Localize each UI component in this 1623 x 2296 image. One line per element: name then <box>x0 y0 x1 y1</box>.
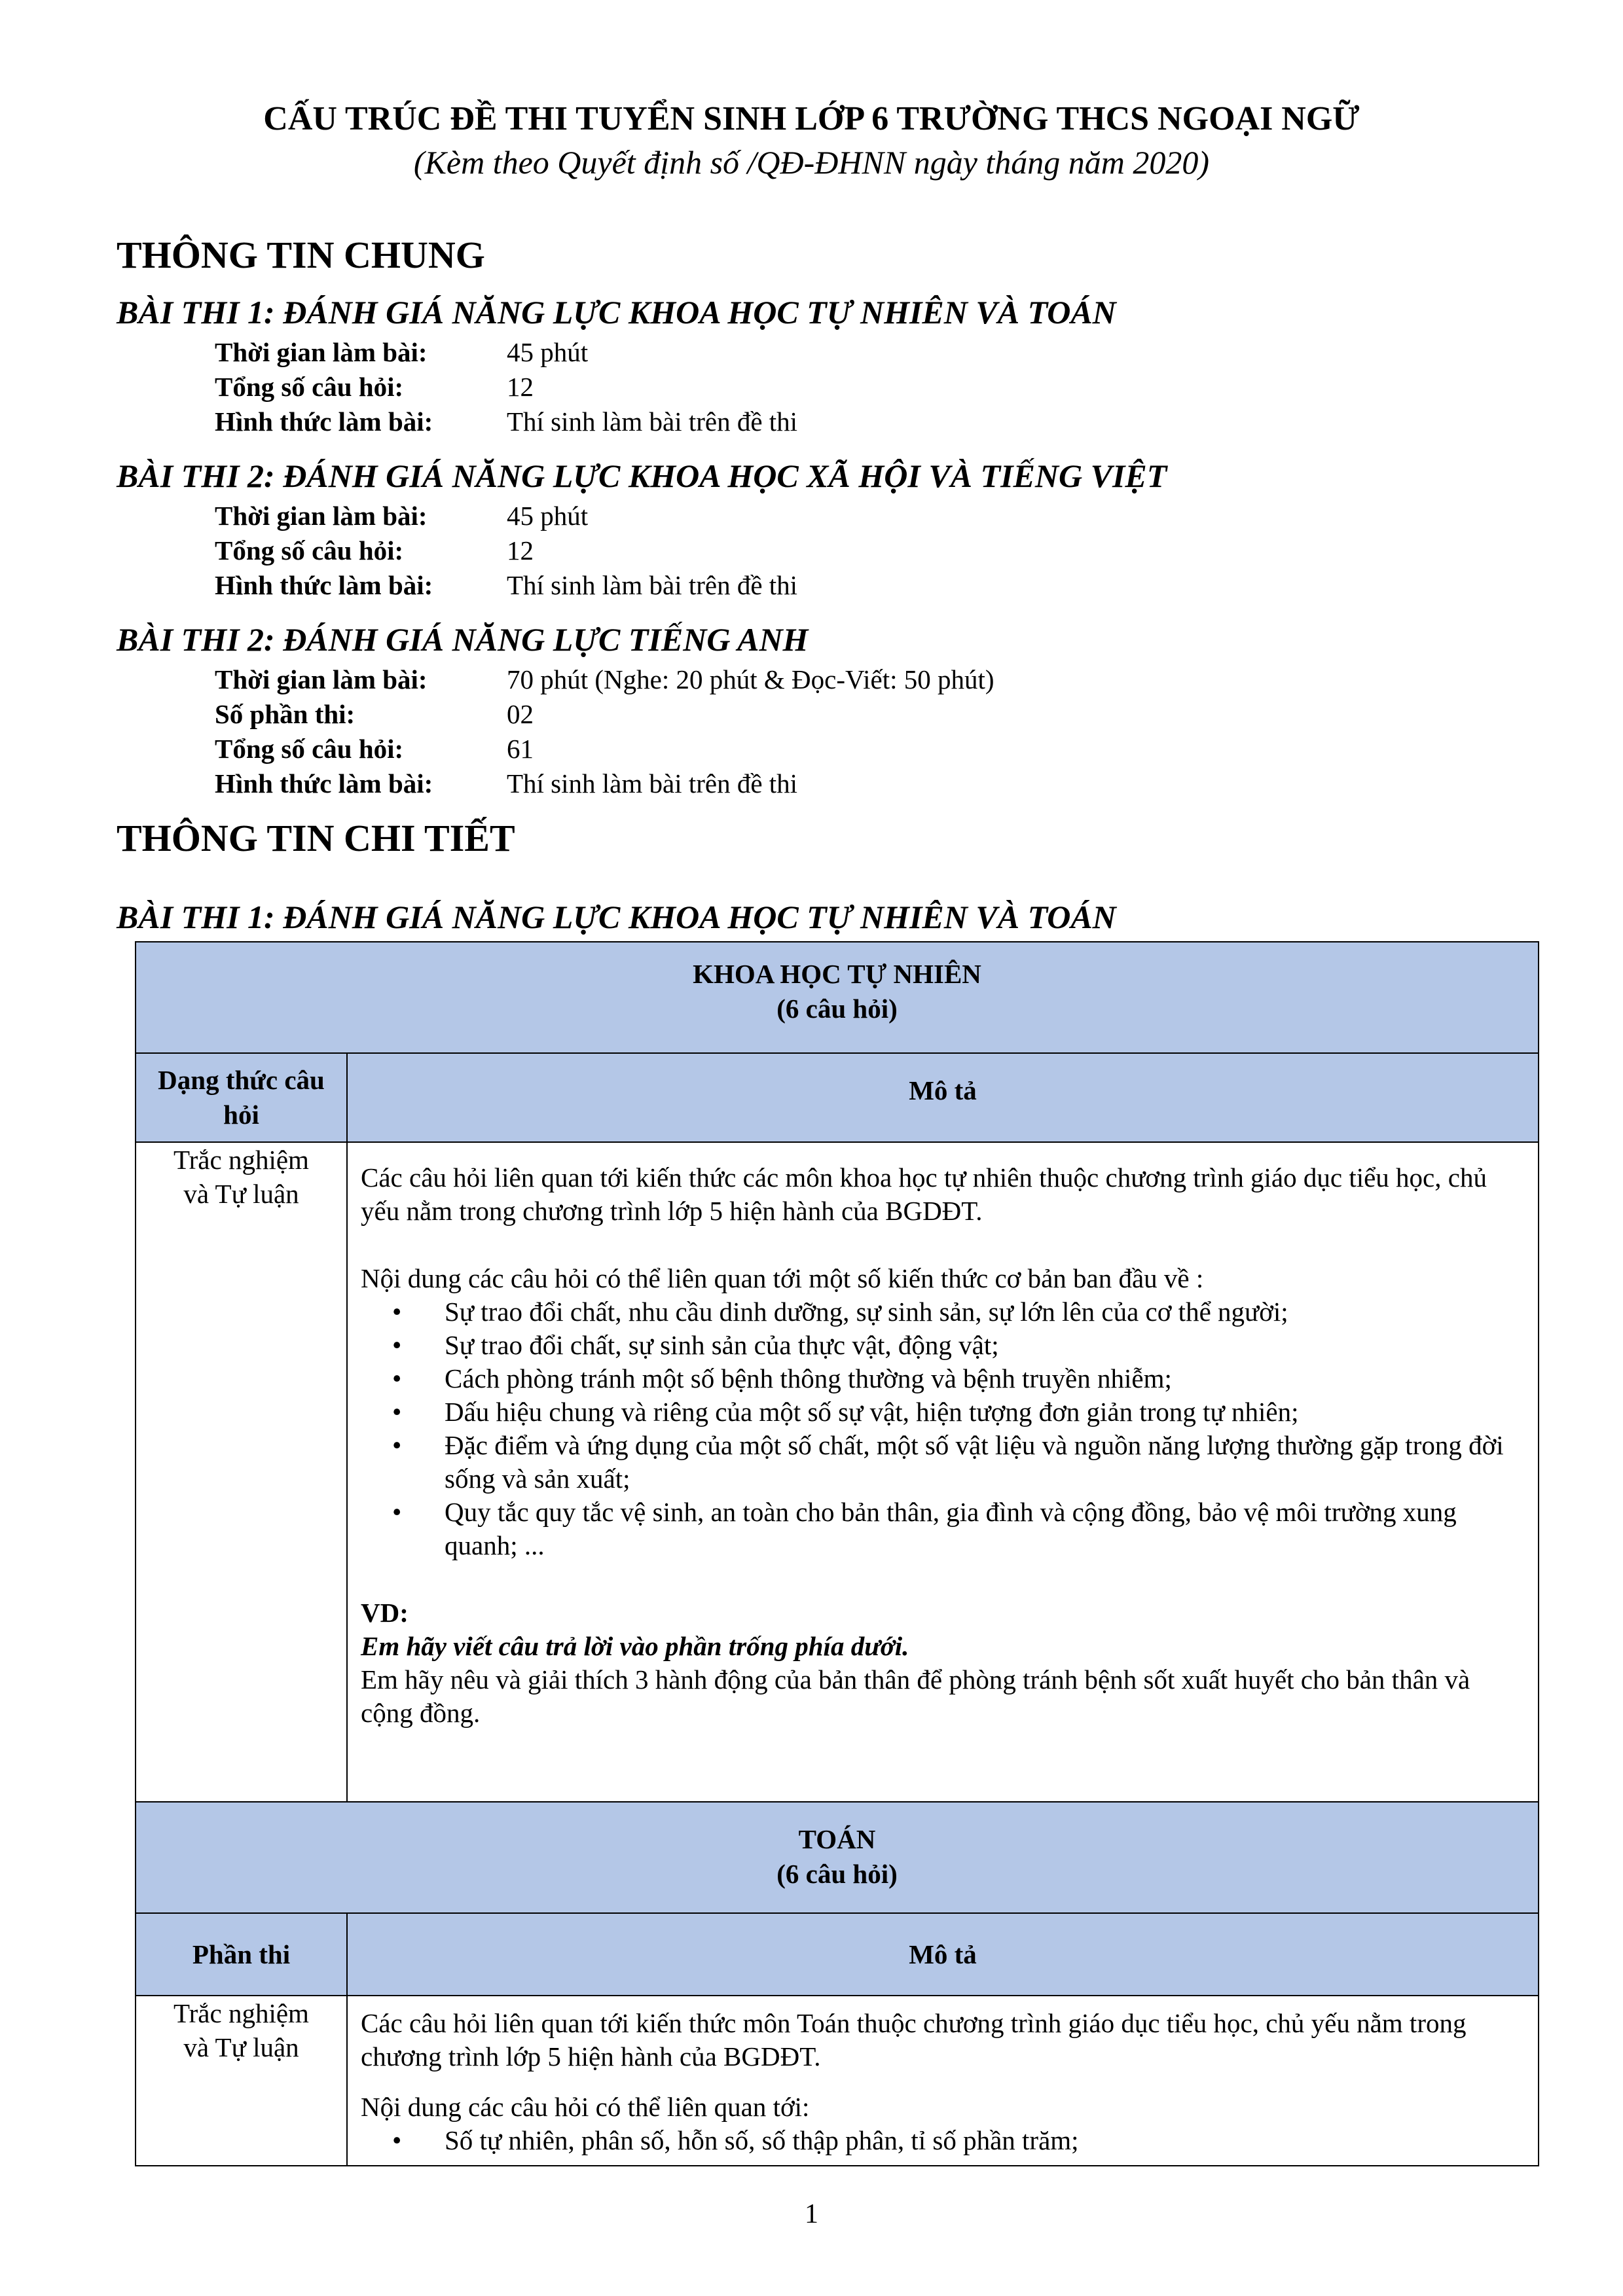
math-section-count: (6 câu hỏi) <box>776 1859 898 1889</box>
science-section-title: KHOA HỌC TỰ NHIÊN <box>693 959 981 989</box>
example-question: Em hãy nêu và giải thích 3 hành động của bản thân để phòng tránh bệnh sốt xuất huyết cho bản thân và cộng đồng. <box>361 1664 1470 1728</box>
exam1-title: BÀI THI 1: ĐÁNH GIÁ NĂNG LỰC KHOA HỌC TỰ NHIÊN VÀ TOÁN <box>117 294 1116 331</box>
math-intro: Các câu hỏi liên quan tới kiến thức môn Toán thuộc chương trình giáo dục tiểu học, chủ yếu nằm trong chương trình lớp 5 hiện hành của BGDĐT. <box>361 2008 1467 2072</box>
list-item: • Sự trao đổi chất, nhu cầu dinh dưỡng, sự sinh sản, sự lớn lên của cơ thể người; <box>445 1295 1525 1329</box>
info-label: Tổng số câu hỏi: <box>215 535 404 565</box>
math-column-header-row <box>136 1913 1539 1996</box>
info-row <box>215 732 994 766</box>
science-section-count: (6 câu hỏi) <box>776 994 898 1024</box>
science-question-type: Trắc nghiệm và Tự luận <box>136 1142 347 1802</box>
science-lead: Nội dung các câu hỏi có thể liên quan tới một số kiến thức cơ bản ban đầu về : <box>361 1263 1204 1293</box>
science-col-type-header: Dạng thức câu hỏi <box>136 1053 347 1142</box>
info-row <box>215 499 797 533</box>
math-section-header-row <box>136 1802 1539 1913</box>
science-topic-list <box>361 1295 1525 1562</box>
info-row <box>215 697 994 732</box>
list-item: • Dấu hiệu chung và riêng của một số sự vật, hiện tượng đơn giản trong tự nhiên; <box>445 1395 1525 1429</box>
info-value: Thí sinh làm bài trên đề thi <box>507 768 798 798</box>
list-item: • Cách phòng tránh một số bệnh thông thường và bệnh truyền nhiễm; <box>445 1362 1525 1395</box>
math-question-type: Trắc nghiệm và Tự luận <box>136 1996 347 2166</box>
example-label: VD: <box>361 1598 409 1628</box>
spacer <box>361 2073 1525 2090</box>
info-value: 61 <box>507 734 534 764</box>
exam1-structure-table <box>135 941 1539 2166</box>
info-label: Thời gian làm bài: <box>215 501 428 531</box>
info-row <box>215 766 994 801</box>
exam3-info <box>215 662 994 801</box>
info-value: 12 <box>507 372 534 402</box>
info-label: Hình thức làm bài: <box>215 570 433 600</box>
example-instruction: Em hãy viết câu trả lời vào phần trống phía dưới. <box>361 1631 909 1661</box>
info-value: 12 <box>507 535 534 565</box>
info-row <box>215 662 994 697</box>
science-description <box>347 1142 1539 1802</box>
info-label: Số phần thi: <box>215 699 356 729</box>
exam2-info <box>215 499 797 603</box>
info-label: Thời gian làm bài: <box>215 664 428 694</box>
spacer <box>361 1228 1525 1262</box>
info-row <box>215 370 797 404</box>
math-content-row <box>136 1996 1539 2166</box>
spacer <box>361 1562 1525 1596</box>
document-title: CẤU TRÚC ĐỀ THI TUYỂN SINH LỚP 6 TRƯỜNG THCS NGOẠI NGỮ <box>263 100 1360 137</box>
info-value: Thí sinh làm bài trên đề thi <box>507 570 798 600</box>
info-label: Tổng số câu hỏi: <box>215 734 404 764</box>
exam1-info <box>215 335 797 439</box>
science-col-desc-header: Mô tả <box>347 1053 1539 1142</box>
science-column-header-row <box>136 1053 1539 1142</box>
exam2-title: BÀI THI 2: ĐÁNH GIÁ NĂNG LỰC KHOA HỌC XÃ HỘI VÀ TIẾNG VIỆT <box>117 457 1167 494</box>
science-content-row <box>136 1142 1539 1802</box>
info-row <box>215 568 797 603</box>
info-label: Tổng số câu hỏi: <box>215 372 404 402</box>
detail-info-heading: THÔNG TIN CHI TIẾT <box>117 817 515 859</box>
info-label: Thời gian làm bài: <box>215 337 428 367</box>
info-value: 45 phút <box>507 337 589 367</box>
science-section-header-row <box>136 942 1539 1053</box>
list-item: • Số tự nhiên, phân số, hỗn số, số thập phân, tỉ số phần trăm; <box>445 2124 1525 2157</box>
info-value: 02 <box>507 699 534 729</box>
info-value: Thí sinh làm bài trên đề thi <box>507 406 798 437</box>
science-section-header <box>136 942 1539 1053</box>
exam3-title: BÀI THI 2: ĐÁNH GIÁ NĂNG LỰC TIẾNG ANH <box>117 621 809 658</box>
math-section-header <box>136 1802 1539 1913</box>
info-label: Hình thức làm bài: <box>215 406 433 437</box>
page-number: 1 <box>805 2199 818 2229</box>
info-value: 70 phút (Nghe: 20 phút & Đọc-Viết: 50 phút) <box>507 664 994 694</box>
math-description <box>347 1996 1539 2166</box>
document-subtitle: (Kèm theo Quyết định số /QĐ-ĐHNN ngày tháng năm 2020) <box>413 144 1210 181</box>
info-row <box>215 335 797 370</box>
general-info-heading: THÔNG TIN CHUNG <box>117 234 485 276</box>
list-item: • Đặc điểm và ứng dụng của một số chất, một số vật liệu và nguồn năng lượng thường gặp trong đời sống và sản xuất; <box>445 1429 1525 1496</box>
math-topic-list <box>361 2124 1525 2157</box>
info-value: 45 phút <box>507 501 589 531</box>
math-col-part-header: Phần thi <box>136 1913 347 1996</box>
math-section-title: TOÁN <box>798 1824 876 1854</box>
list-item: • Quy tắc quy tắc vệ sinh, an toàn cho bản thân, gia đình và cộng đồng, bảo vệ môi trường xung quanh; ... <box>445 1496 1525 1562</box>
info-row <box>215 404 797 439</box>
info-label: Hình thức làm bài: <box>215 768 433 798</box>
info-row <box>215 533 797 568</box>
math-col-desc-header: Mô tả <box>347 1913 1539 1996</box>
list-item: • Sự trao đổi chất, sự sinh sản của thực vật, động vật; <box>445 1329 1525 1362</box>
science-intro: Các câu hỏi liên quan tới kiến thức các môn khoa học tự nhiên thuộc chương trình giáo dục tiểu học, chủ yếu nằm trong chương trình lớp 5 hiện hành của BGDĐT. <box>361 1162 1487 1226</box>
math-lead: Nội dung các câu hỏi có thể liên quan tới: <box>361 2092 810 2122</box>
detail-exam1-title: BÀI THI 1: ĐÁNH GIÁ NĂNG LỰC KHOA HỌC TỰ NHIÊN VÀ TOÁN <box>117 899 1116 935</box>
